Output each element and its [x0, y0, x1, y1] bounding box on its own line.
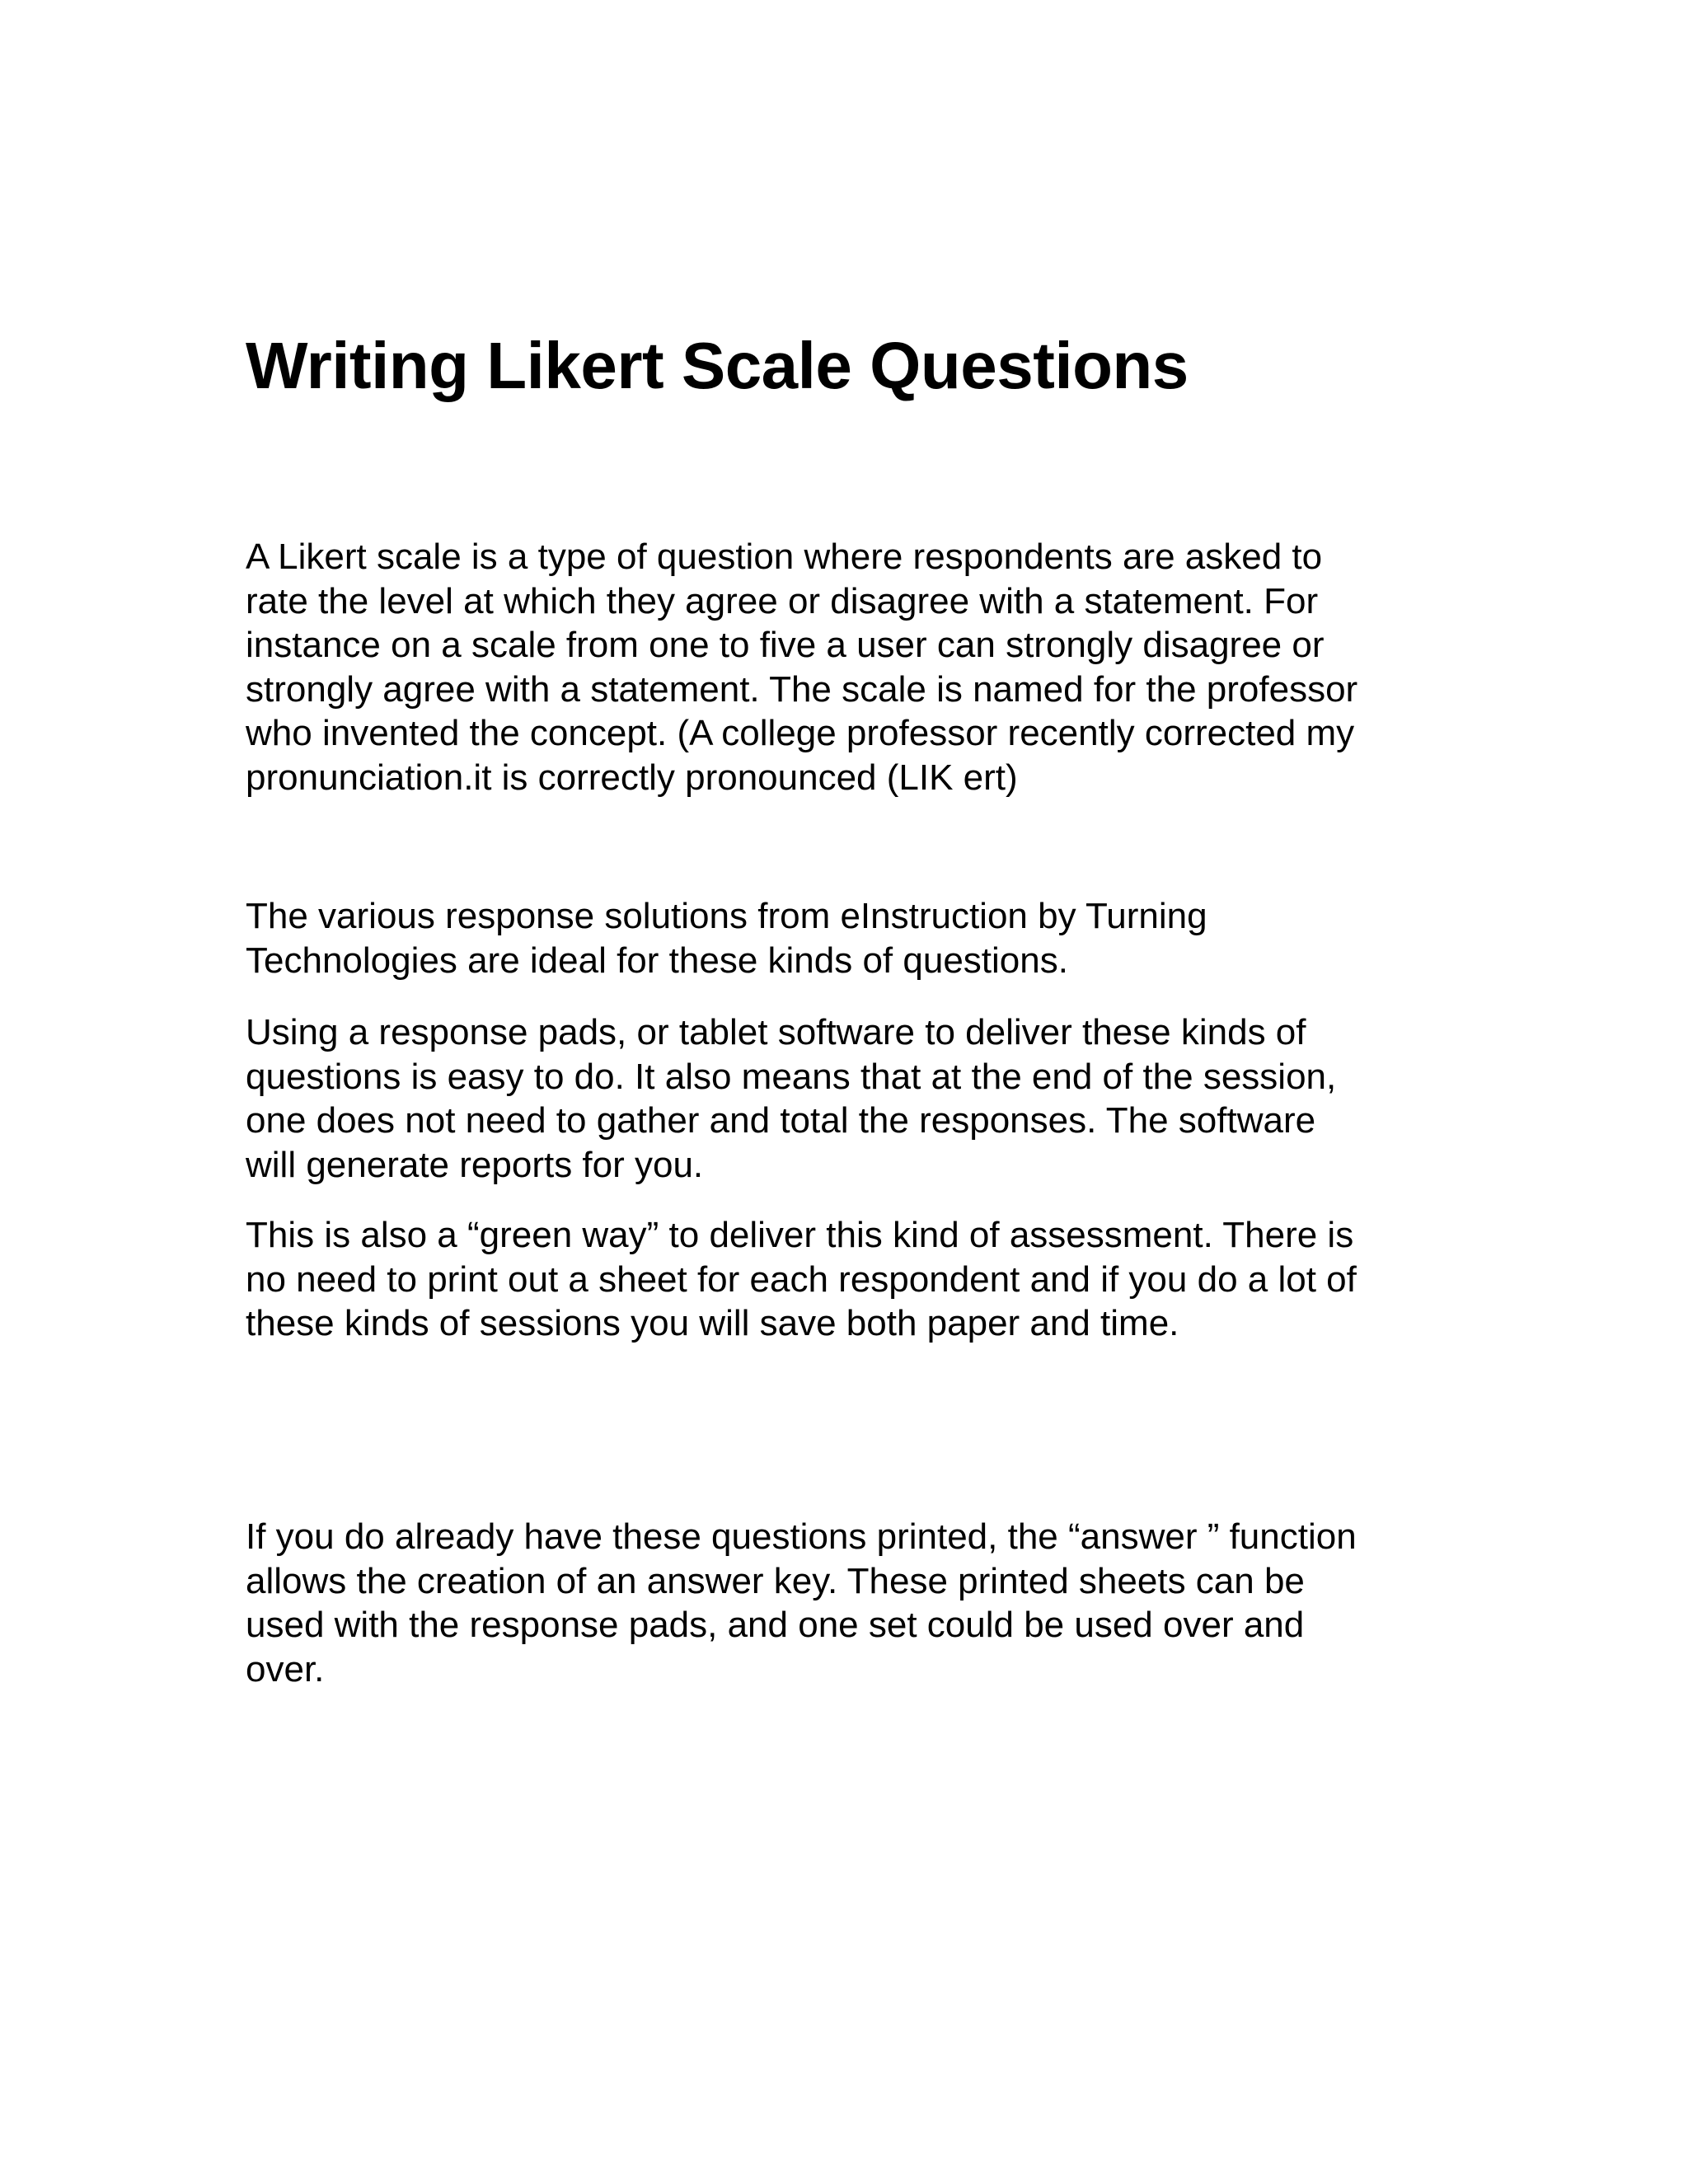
- paragraph-green-way: This is also a “green way” to deliver this kind of assessment. There is no need to print out a sheet for each respondent and if you do a lot of these kinds of sessions you will save both paper and time.: [246, 1215, 1357, 1343]
- paragraph-response-solutions: The various response solutions from eInstruction by Turning Technologies are ideal for these kinds of questions.: [246, 896, 1207, 981]
- paragraph-likert-definition: A Likert scale is a type of question where respondents are asked to rate the level at which they agree or disagree with a statement. For instance on a scale from one to five a user can strongly disagree or strongly agree with a statement. The scale is named for the professor who invented the concept. (A college professor recently corrected my pronunciation.it is correctly pronounced (LIK ert): [246, 537, 1358, 798]
- paragraph-answer-key: If you do already have these questions printed, the “answer ” function allows the creation of an answer key. These printed sheets can be used with the response pads, and one set could be used over and over.: [246, 1516, 1357, 1690]
- paragraph-response-pads: Using a response pads, or tablet software to deliver these kinds of questions is easy to do. It also means that at the end of the session, one does not need to gather and total the responses. The software will generate reports for you.: [246, 1012, 1337, 1185]
- page-title: Writing Likert Scale Questions: [246, 329, 1189, 402]
